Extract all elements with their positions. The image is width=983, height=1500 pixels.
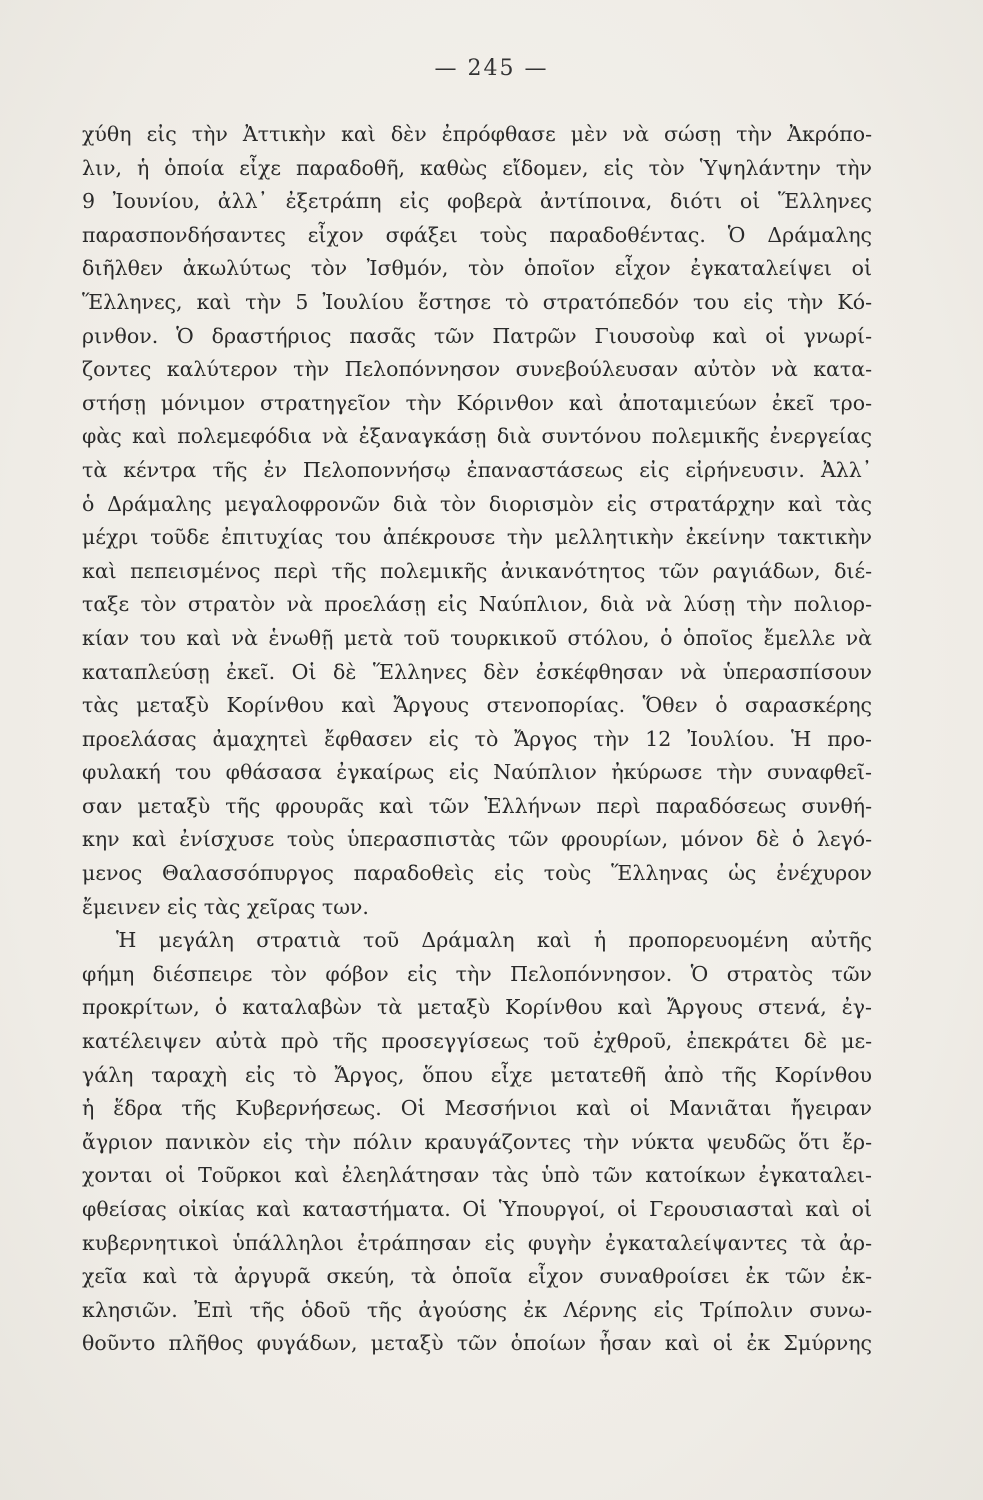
- text-line: φθείσας οἰκίας καὶ καταστήματα. Οἱ Ὑπουργοί, οἱ Γερουσιασταὶ καὶ οἱ: [82, 1197, 872, 1221]
- text-line: χεῖα καὶ τὰ ἀργυρᾶ σκεύη, τὰ ὁποῖα εἶχον συναθροίσει ἐκ τῶν ἐκ-: [82, 1264, 872, 1289]
- text-line: προελάσας ἀμαχητεὶ ἔφθασεν εἰς τὸ Ἄργος τὴν 12 Ἰουλίου. Ἡ προ-: [82, 726, 872, 751]
- text-line: καὶ πεπεισμένος περὶ τῆς πολεμικῆς ἀνικανότητος τῶν ραγιάδων, διέ-: [82, 558, 872, 583]
- text-line: φήμη διέσπειρε τὸν φόβον εἰς τὴν Πελοπόννησον. Ὁ στρατὸς τῶν: [82, 961, 872, 986]
- text-line: φυλακή του φθάσασα ἐγκαίρως εἰς Ναύπλιον ἠκύρωσε τὴν συναφθεῖ-: [82, 760, 872, 785]
- body-text: [82, 118, 872, 1361]
- text-line: γάλη ταραχὴ εἰς τὸ Ἄργος, ὅπου εἶχε μετατεθῆ ἀπὸ τῆς Κορίνθου: [82, 1062, 872, 1087]
- text-line: τὰ κέντρα τῆς ἐν Πελοποννήσῳ ἐπαναστάσεως εἰς εἰρήνευσιν. Ἀλλ᾽: [82, 457, 872, 482]
- text-line: ἡ ἕδρα τῆς Κυβερνήσεως. Οἱ Μεσσήνιοι καὶ οἱ Μανιᾶται ἤγειραν: [82, 1096, 872, 1121]
- text-line: τὰς μεταξὺ Κορίνθου καὶ Ἄργους στενοπορίας. Ὅθεν ὁ σαρασκέρης: [82, 693, 872, 718]
- page-number: — 245 —: [434, 56, 549, 81]
- text-line: χύθη εἰς τὴν Ἀττικὴν καὶ δὲν ἐπρόφθασε μὲν νὰ σώσῃ τὴν Ἀκρόπο-: [82, 122, 872, 146]
- text-line: στήσῃ μόνιμον στρατηγεῖον τὴν Κόρινθον καὶ ἀποταμιεύων ἐκεῖ τρο-: [82, 390, 872, 415]
- paragraph-start-line: Ἡ μεγάλη στρατιὰ τοῦ Δράμαλη καὶ ἡ προπορευομένη αὐτῆς: [116, 928, 872, 953]
- text-line: κυβερνητικοὶ ὑπάλληλοι ἐτράπησαν εἰς φυγὴν ἐγκαταλείψαντες τὰ ἀρ-: [82, 1230, 872, 1255]
- text-line: διῆλθεν ἀκωλύτως τὸν Ἰσθμόν, τὸν ὁποῖον εἶχον ἐγκαταλείψει οἱ: [82, 256, 872, 281]
- text-line: 9 Ἰουνίου, ἀλλ᾽ ἐξετράπη εἰς φοβερὰ ἀντίποινα, διότι οἱ Ἕλληνες: [82, 189, 872, 214]
- text-line: κίαν του καὶ νὰ ἑνωθῇ μετὰ τοῦ τουρκικοῦ στόλου, ὁ ὁποῖος ἔμελλε νὰ: [82, 625, 872, 650]
- text-line: χονται οἱ Τοῦρκοι καὶ ἐλεηλάτησαν τὰς ὑπὸ τῶν κατοίκων ἐγκαταλει-: [82, 1163, 872, 1188]
- text-line: ταξε τὸν στρατὸν νὰ προελάσῃ εἰς Ναύπλιον, διὰ νὰ λύσῃ τὴν πολιορ-: [82, 592, 872, 617]
- text-line: ρινθον. Ὁ δραστήριος πασᾶς τῶν Πατρῶν Γιουσοὺφ καὶ οἱ γνωρί-: [82, 323, 872, 348]
- text-line: φὰς καὶ πολεμεφόδια νὰ ἐξαναγκάσῃ διὰ συντόνου πολεμικῆς ἐνεργείας: [82, 424, 872, 449]
- text-line: κην καὶ ἐνίσχυσε τοὺς ὑπερασπιστὰς τῶν φρουρίων, μόνον δὲ ὁ λεγό-: [82, 827, 872, 852]
- text-line: σαν μεταξὺ τῆς φρουρᾶς καὶ τῶν Ἑλλήνων περὶ παραδόσεως συνθή-: [82, 793, 872, 818]
- text-line: καταπλεύσῃ ἐκεῖ. Οἱ δὲ Ἕλληνες δὲν ἐσκέφθησαν νὰ ὑπερασπίσουν: [82, 659, 872, 684]
- text-line: μέχρι τοῦδε ἐπιτυχίας του ἀπέκρουσε τὴν μελλητικὴν ἐκείνην τακτικὴν: [82, 525, 872, 550]
- text-line: θοῦντο πλῆθος φυγάδων, μεταξὺ τῶν ὁποίων ἦσαν καὶ οἱ ἐκ Σμύρνης: [82, 1331, 872, 1356]
- text-line: προκρίτων, ὁ καταλαβὼν τὰ μεταξὺ Κορίνθου καὶ Ἄργους στενά, ἐγ-: [82, 995, 872, 1020]
- paragraph-end-line: ἔμεινεν εἰς τὰς χεῖρας των.: [82, 894, 369, 919]
- text-line: μενος Θαλασσόπυργος παραδοθεὶς εἰς τοὺς Ἕλληνας ὡς ἐνέχυρον: [82, 861, 872, 886]
- text-line: ὁ Δράμαλης μεγαλοφρονῶν διὰ τὸν διορισμὸν εἰς στρατάρχην καὶ τὰς: [82, 491, 872, 516]
- text-line: Ἕλληνες, καὶ τὴν 5 Ἰουλίου ἔστησε τὸ στρατόπεδόν του εἰς τὴν Κό-: [82, 289, 872, 314]
- text-line: κλησιῶν. Ἐπὶ τῆς ὁδοῦ τῆς ἀγούσης ἐκ Λέρνης εἰς Τρίπολιν συνω-: [82, 1297, 872, 1322]
- text-line: κατέλειψεν αὐτὰ πρὸ τῆς προσεγγίσεως τοῦ ἐχθροῦ, ἐπεκράτει δὲ με-: [82, 1029, 872, 1054]
- text-line: λιν, ἡ ὁποία εἶχε παραδοθῆ, καθὼς εἴδομεν, εἰς τὸν Ὑψηλάντην τὴν: [82, 155, 872, 180]
- text-line: παρασπονδήσαντες εἶχον σφάξει τοὺς παραδοθέντας. Ὁ Δράμαλης: [82, 222, 872, 247]
- text-line: ζοντες καλύτερον τὴν Πελοπόννησον συνεβούλευσαν αὐτὸν νὰ κατα-: [82, 357, 872, 382]
- text-line: ἄγριον πανικὸν εἰς τὴν πόλιν κραυγάζοντες τὴν νύκτα ψευδῶς ὅτι ἔρ-: [82, 1129, 872, 1154]
